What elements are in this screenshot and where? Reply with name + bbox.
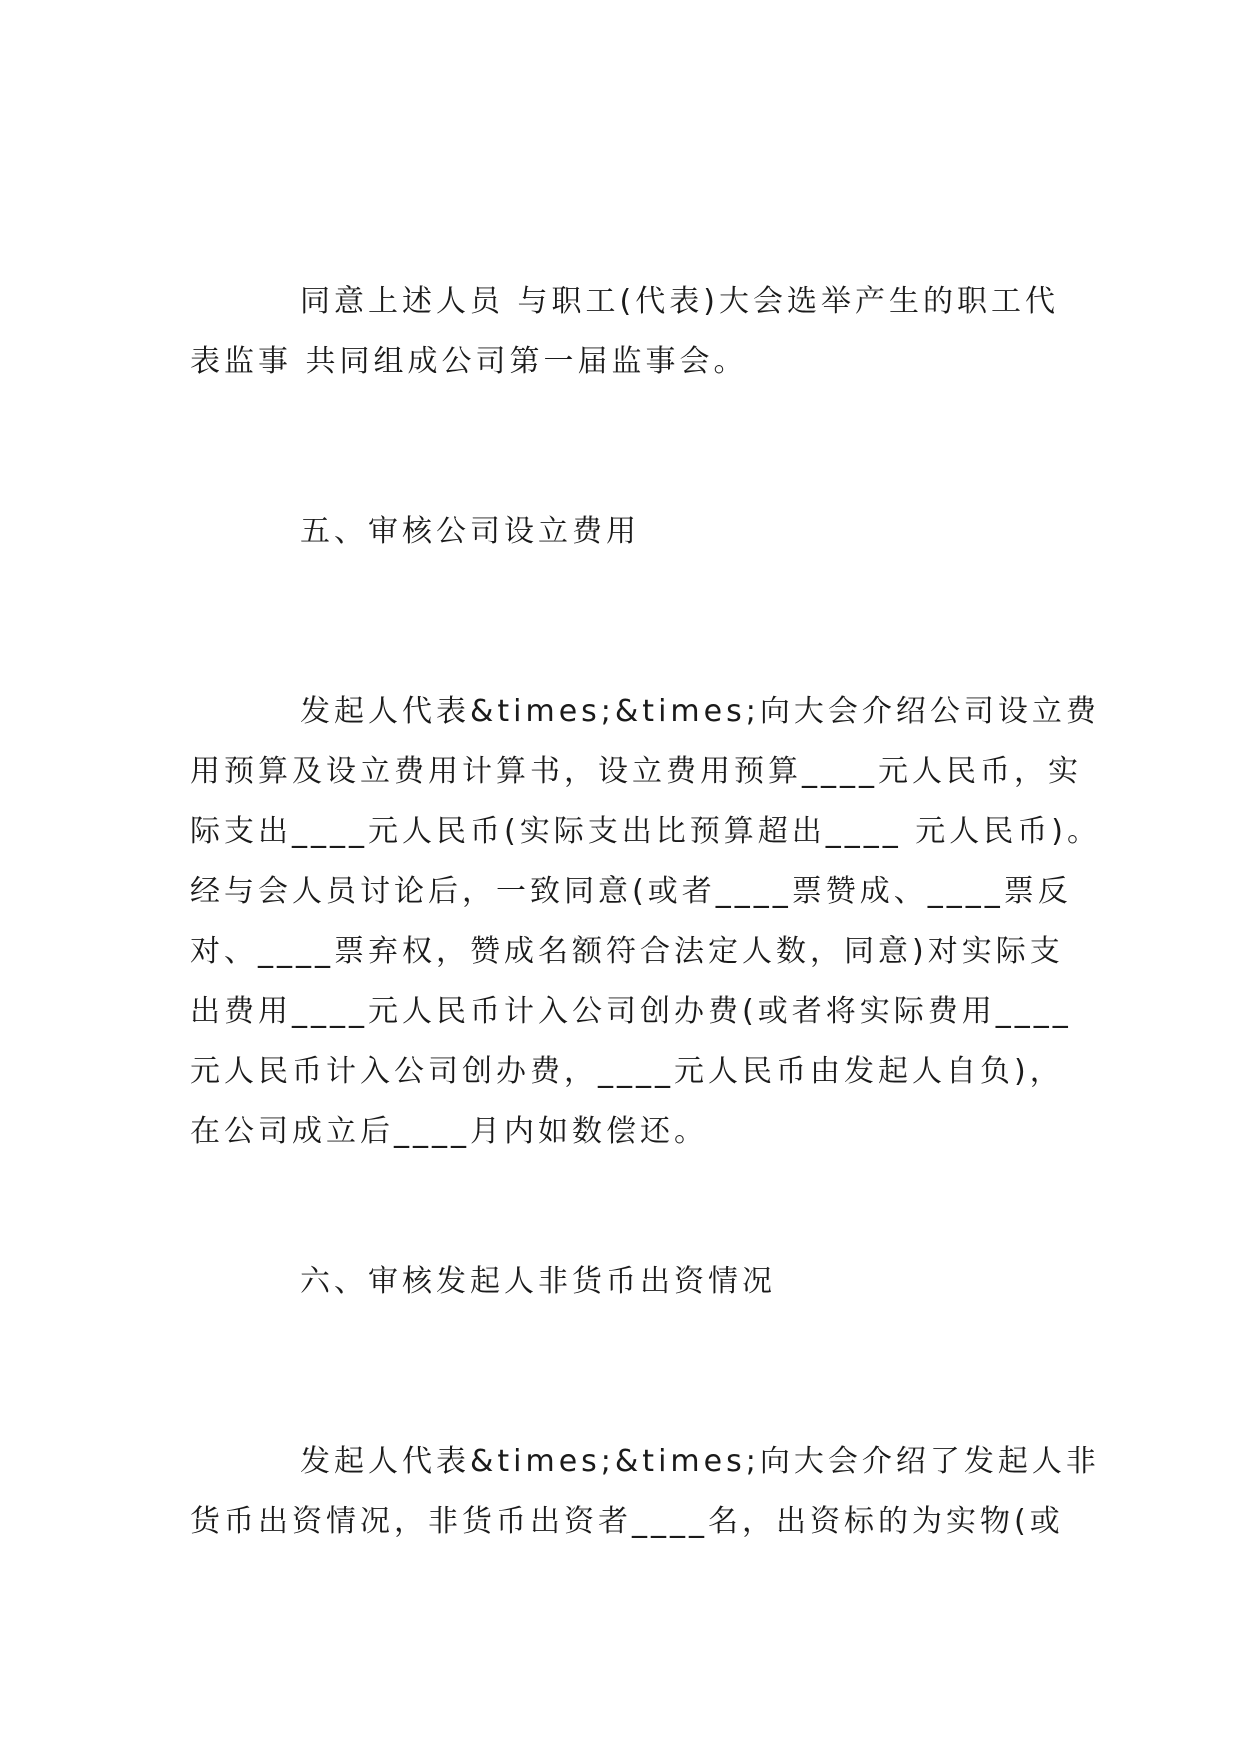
section-heading-6 (190, 1252, 1070, 1312)
paragraph-line: 经与会人员讨论后，一致同意(或者____票赞成、____票反 (190, 874, 1072, 909)
paragraph-line: 际支出____元人民币(实际支出比预算超出____ 元人民币)。 (190, 814, 1101, 849)
paragraph-line: 货币出资情况，非货币出资者____名，出资标的为实物(或 (190, 1504, 1064, 1539)
paragraph-line: 发起人代表&times;&times;向大会介绍公司设立费 (300, 694, 1100, 729)
paragraph-line: 用预算及设立费用计算书，设立费用预算____元人民币，实 (190, 754, 1082, 789)
paragraph-setup-costs (190, 682, 1101, 1162)
heading-text: 六、审核发起人非货币出资情况 (300, 1264, 776, 1299)
paragraph-line: 出费用____元人民币计入公司创办费(或者将实际费用____ (190, 994, 1072, 1029)
paragraph-line: 表监事 共同组成公司第一届监事会。 (190, 344, 748, 379)
section-heading-5 (190, 502, 1070, 562)
paragraph-supervisors (190, 272, 1070, 392)
paragraph-line: 发起人代表&times;&times;向大会介绍了发起人非 (300, 1444, 1100, 1479)
paragraph-line: 元人民币计入公司创办费，____元人民币由发起人自负)， (190, 1054, 1064, 1089)
paragraph-line: 同意上述人员 与职工(代表)大会选举产生的职工代 (300, 284, 1059, 319)
paragraph-line: 在公司成立后____月内如数偿还。 (190, 1114, 708, 1149)
paragraph-noncash-contribution (190, 1432, 1100, 1552)
heading-text: 五、审核公司设立费用 (300, 514, 640, 549)
paragraph-line: 对、____票弃权，赞成名额符合法定人数，同意)对实际支 (190, 934, 1064, 969)
